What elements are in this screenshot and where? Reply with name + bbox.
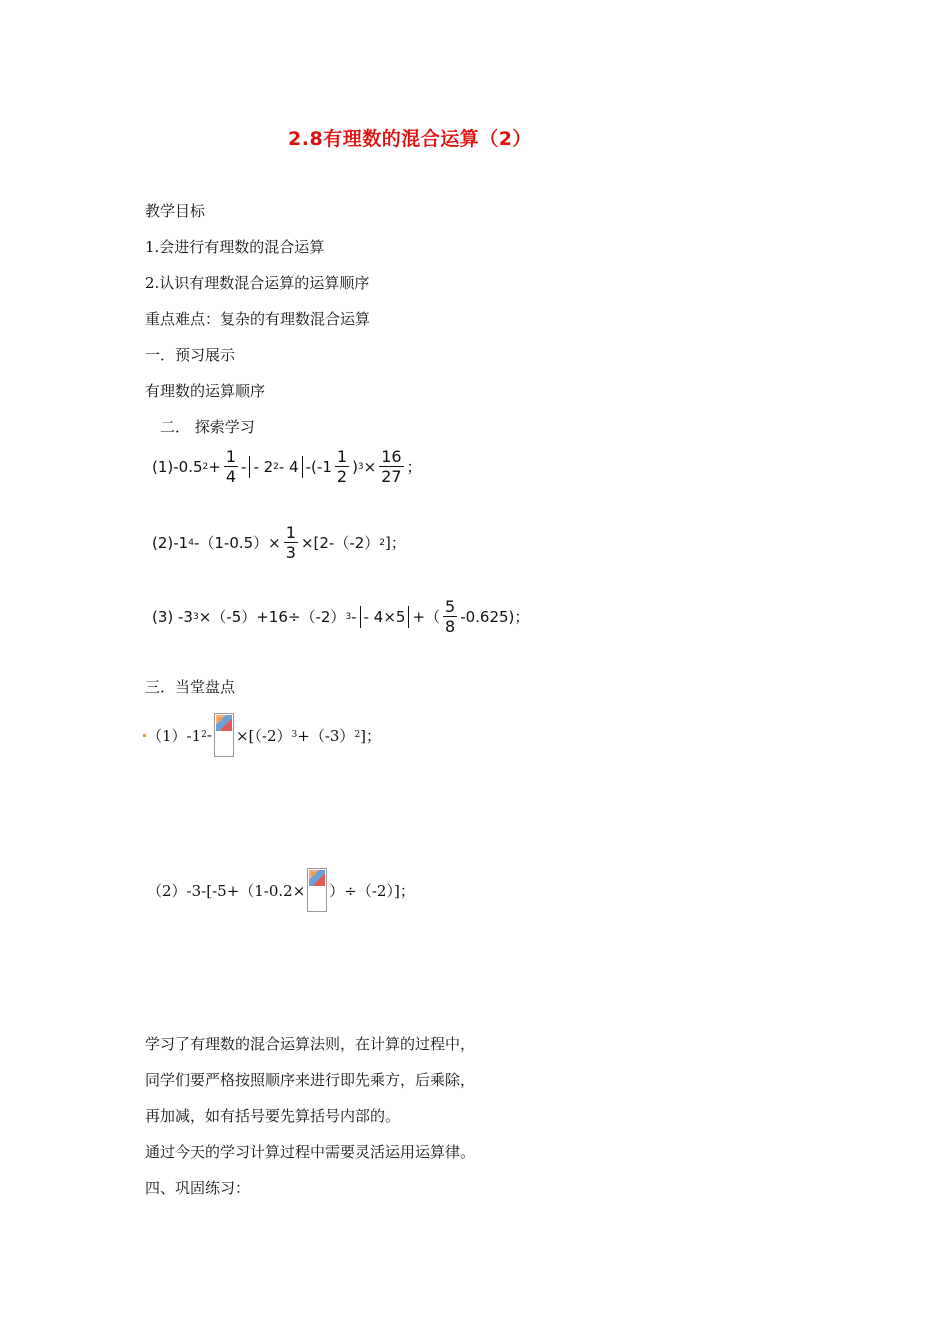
p3-frac-den: 8 <box>445 617 456 636</box>
q1-post: ×[（-2） <box>235 726 292 745</box>
summary-line-1: 学习了有理数的混合运算法则，在计算的过程中， <box>145 1035 476 1053</box>
objectives-heading: 教学目标 <box>145 202 206 220</box>
abs-bar <box>249 456 250 478</box>
section1-heading: 一．预习展示 <box>145 346 236 364</box>
p1-fraction-1 <box>224 447 238 486</box>
p1-abs-tail: - 4 <box>278 457 299 476</box>
p1-frac2-den: 2 <box>336 467 348 486</box>
q1-exp3: 2 <box>354 730 361 740</box>
question-2 <box>147 868 415 912</box>
p2-label: (2)-1 <box>152 533 189 552</box>
p3-mid: ×（-5）+16÷（-2） <box>198 608 346 626</box>
p3-frac-num: 5 <box>445 597 456 616</box>
section4-heading: 四、巩固练习： <box>145 1179 251 1197</box>
p2-exp1: 4 <box>188 537 194 548</box>
summary-line-4: 通过今天的学习计算过程中需要灵活运用运算律。 <box>145 1143 476 1161</box>
p1-exp2: 2 <box>273 461 279 472</box>
p1-exp1: 2 <box>202 461 209 472</box>
q1-pre: （1）-1 <box>147 726 202 745</box>
p1-fraction-3 <box>379 447 403 486</box>
p1-fraction-2 <box>335 447 349 486</box>
p1-exp3: 3 <box>357 461 364 472</box>
p2-fraction <box>284 523 298 562</box>
q2-pre: （2）-3-[-5+（1-0.2× <box>147 881 306 900</box>
p1-frac1-num: 1 <box>225 447 237 466</box>
objective-item-2: 2.认识有理数混合运算的运算顺序 <box>145 274 370 292</box>
page-title: 2.8有理数的混合运算（2） <box>288 128 532 150</box>
q1-exp2: 3 <box>291 730 298 740</box>
objective-item-1: 1.会进行有理数的混合运算 <box>145 238 325 256</box>
p2-exp2: 2 <box>379 537 386 548</box>
p3-exp2: 3 <box>345 611 352 622</box>
p1-abs-body: - 2 <box>253 457 274 476</box>
p1-frac1-den: 4 <box>225 467 237 486</box>
abs-bar <box>302 456 303 478</box>
p3-plus: +（ <box>412 608 441 626</box>
p1-close: ) <box>352 457 358 476</box>
p2-mid: -（1-0.5）× <box>193 534 281 552</box>
p3-exp1: 3 <box>192 611 199 622</box>
problem-1 <box>152 447 422 486</box>
p3-minus: - <box>351 607 357 626</box>
p2-end: ]； <box>385 534 406 552</box>
q2-post: ）÷（-2）]； <box>329 881 415 900</box>
p2-frac-num: 1 <box>285 523 296 542</box>
question-1 <box>142 713 381 757</box>
p1-frac3-num: 16 <box>381 447 402 466</box>
q1-exp1: 2 <box>201 730 207 740</box>
key-points: 重点难点：复杂的有理数混合运算 <box>145 310 371 328</box>
p1-times: × <box>363 457 377 476</box>
q1-dash: - <box>206 726 212 744</box>
p1-after-abs: -(-1 <box>305 457 332 476</box>
problem-2 <box>152 523 406 562</box>
p3-tail: -0.625)； <box>460 608 530 626</box>
p2-tail: ×[2-（-2） <box>300 534 380 552</box>
broken-image-icon <box>307 868 327 912</box>
p3-label: (3) -3 <box>152 607 193 626</box>
broken-image-icon <box>214 713 234 757</box>
p2-frac-den: 3 <box>285 543 296 562</box>
p1-minus: - <box>241 457 247 476</box>
q1-mid: +（-3） <box>297 726 355 745</box>
abs-bar <box>360 606 361 628</box>
p1-end: ； <box>406 458 422 476</box>
p3-fraction <box>443 597 457 636</box>
summary-line-3: 再加减，如有括号要先算括号内部的。 <box>145 1107 401 1125</box>
p3-abs-body: - 4×5 <box>363 607 406 626</box>
abs-bar <box>408 606 409 628</box>
section2-heading: 二． 探索学习 <box>160 418 255 436</box>
p1-frac2-num: 1 <box>336 447 348 466</box>
p1-label: (1)-0.5 <box>152 457 203 476</box>
marker-dot <box>143 734 146 737</box>
p1-plus: + <box>208 457 221 476</box>
summary-line-2: 同学们要严格按照顺序来进行即先乘方，后乘除， <box>145 1071 476 1089</box>
problem-3 <box>152 597 529 636</box>
section1-content: 有理数的运算顺序 <box>145 382 266 400</box>
q1-end: ]； <box>360 726 382 745</box>
p1-frac3-den: 27 <box>381 467 402 486</box>
section3-heading: 三．当堂盘点 <box>145 678 236 696</box>
